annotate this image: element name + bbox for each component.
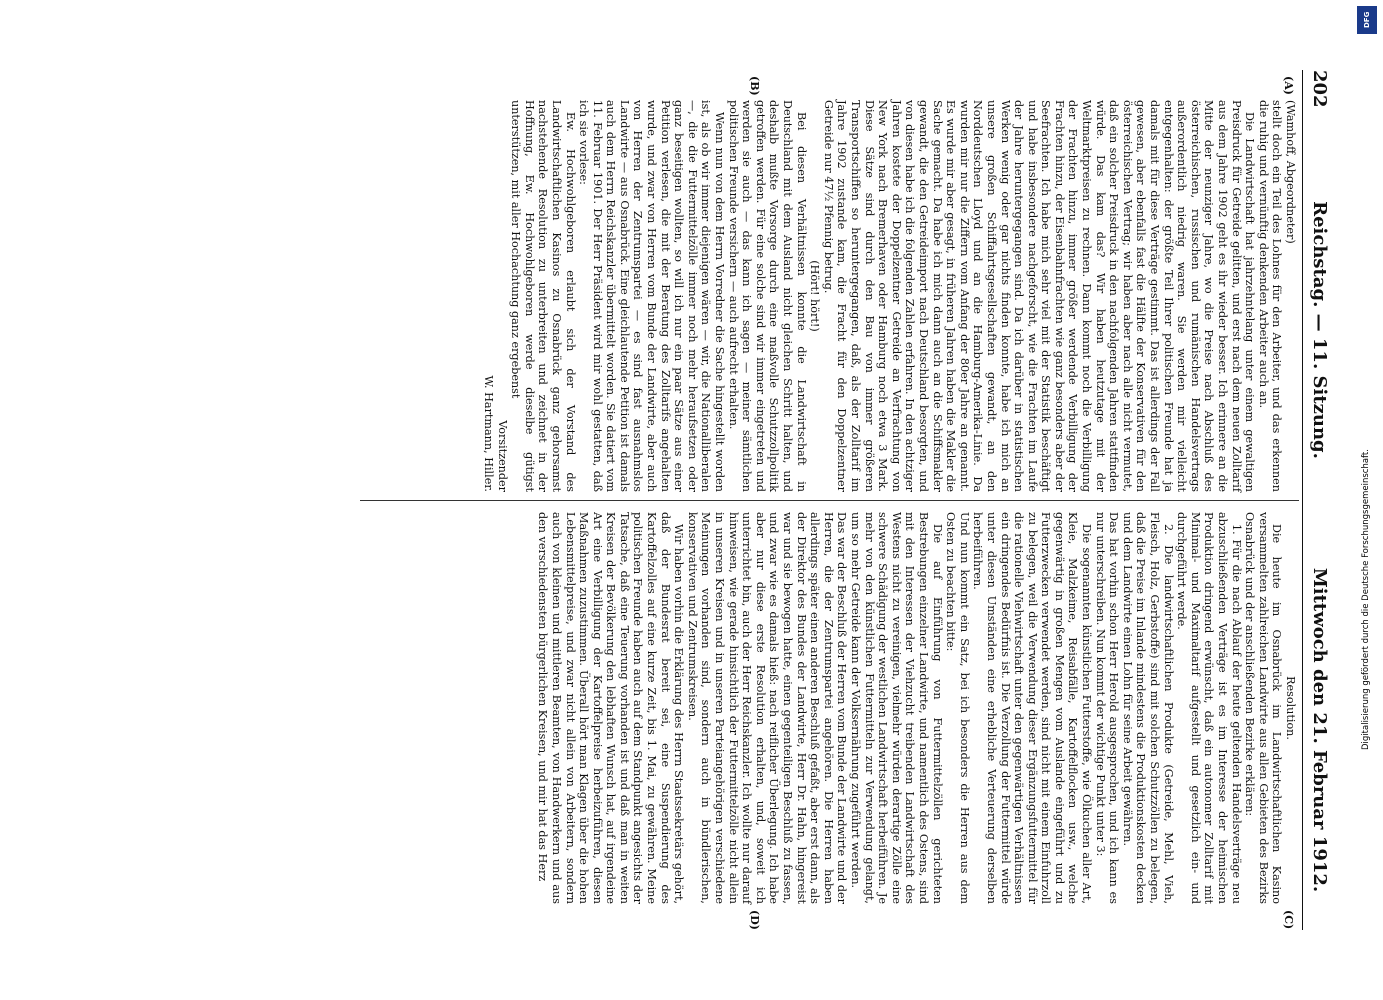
paragraph: Bei diesen Verhältnissen konnte die Landwirtschaft in Deutschland mit dem Ausland nicht gleichen Schritt halten, und deshalb mußte Vorsorge durch eine maßvolle Schutzzollpolitik getroffen werden. Für eine solche sind wir immer eingetreten und werden sie auch — das kann ich sagen — meiner sämtlichen politischen Freunde versichern — auch aufrecht erhalten. bbox=[726, 100, 808, 492]
signature-title: Vorsitzender bbox=[495, 420, 509, 492]
header-session-title: Reichstag. — 11. Sitzung. bbox=[1309, 201, 1330, 459]
digitization-strip bbox=[1353, 0, 1383, 1000]
header-date: Mittwoch den 21. Februar 1912. bbox=[1309, 567, 1330, 893]
resolution-point-2: 2. Die landwirtschaftlichen Produkte (Getreide, Mehl, Vieh, Fleisch, Holz, Gerbstoffe) sind mit solchen Schutzzöllen zu belegen, daß die Preise im Inlande mindestens die Produktionskosten decken und dem Landwirte einen Lohn für seine Arbeit gewähren. bbox=[1120, 512, 1175, 904]
resolution-point-1: 1. Für die nach Ablauf der heute geltenden Handelsverträge neu abzuschließenden Verträge ist es im Interesse der heimischen Produktion dringend erwünscht, daß ein autonomer Zolltarif mit Minimal- und Maximaltarif aufgestellt und gesetzlich ein- und durchgeführt werde. bbox=[1175, 512, 1243, 904]
interjection: (Hört! hört!) bbox=[808, 260, 822, 332]
page-header bbox=[1309, 70, 1343, 930]
paragraph: stellt doch ein Teil des Lohnes für den Arbeiter, und das erkennen die ruhig und vernünftig denkenden Arbeiter auch an. bbox=[1256, 100, 1284, 492]
quoted-letter: Ew. Hochwohlgeboren erlaubt sich der Vorstand des Landwirtschaftlichen Kasinos zu Osnabrück ganz gehorsamst nachstehende Resolution zu unterbreiten und zeichnet in der Hoffnung, Ew. Hochwohlgeboren werde dieselbe gütigst unterstützen, mit aller Hochachtung ganz ergebenst bbox=[509, 100, 577, 492]
paragraph: Das hat vorhin schon Herr Herold ausgesprochen, und ich kann es nur unterschreiben. Nun kommt der wichtige Punkt unter 3: bbox=[1093, 512, 1121, 904]
margin-label-a: (A) bbox=[1282, 76, 1295, 95]
right-column bbox=[536, 512, 1297, 904]
resolution-point-3: Die sogenannten künstlichen Futterstoffe, wie Ölkuchen aller Art, Kleie, Malzkeime, Reisabfälle, Kartoffelflocken usw., welche gegenwärtig in großen Mengen vom Auslande eingeführt und zu Futterzwecken verwendet werden, sind nicht mit einem Einfuhrzoll zu belegen, weil die Verwendung dieser Ergänzungsfuttermittel für die rationelle Viehwirtschaft unter den gegenwärtigen Verhältnissen ein dringendes Bedürfnis ist. Die Verzollung der Futtermittel würde unter diesen Umständen eine erhebliche Verteuerung derselben herbeiführen. bbox=[971, 512, 1094, 904]
paragraph: Die Landwirtschaft hat jahrzehntelang unter einem gewaltigen Preisdruck für Getreide gelitten, und erst nach dem neuen Zolltarif aus dem Jahre 1902 geht es ihr wieder besser. Ich erinnere an die Mitte der neunziger Jahre, wo die Preise nach Abschluß des österreichischen, russischen und rumänischen Handelsvertrags außerordentlich niedrig waren. Sie werden mir vielleicht entgegenhalten: der größte Teil Ihrer politischen Freunde hat ja damals mit für diese Verträge gestimmt. Das ist allerdings der Fall gewesen, aber ebenfalls fast die Hälfte der Konservativen für den österreichischen Vertrag; wir haben aber nach alle nicht vermutet, daß ein solcher Preisdruck in den nachfolgenden Jahren stattfinden würde. Das kam das? Wir haben heutzutage mit der Weltmarktpreisen zu rechnen. Dann kommt noch die Verbilligung der Frachten hinzu, immer größer werdende Verbilligung der Frachten hinzu, der Eisenbahnfrachten wie ganz besonders aber der Seefrachten. Ich habe mich sehr viel mit der Statistik beschäftigt und habe insbesondere nachgeforscht, wie die Frachten im Laufe der Jahre heruntergegangen sind. Da ich darüber in statistischen Werken wenig oder gar nichts finden konnte, habe ich mich an unsere großen Schiffahrtsgesellschaften gewandt, an den Norddeutschen Lloyd und an die Hamburg-Amerika-Linie. Da wurden mir nur die Ziffern vom Anfang der 80er Jahre an genannt. Es wurde mir aber gesagt, in früheren Jahren haben die Makler die Sache gemacht. Da habe ich mich dann auch an die Schiffsmakler gewandt, die den Getreideimport nach Deutschland besorgten, und von diesen habe ich die folgenden Zahlen erfahren. In den achtziger Jahren kostete der Doppelzentner Getreide an Verfrachtung von New York nach Bremerhaven oder Hamburg noch etwa 3 Mark. Diese Sätze sind durch den Bau von immer größeren Transportschiffen so heruntergegangen, daß, als der Zolltarif im Jahre 1902 zustande kam, die Fracht für den Doppelzentner Getreide nur 47½ Pfennig betrug. bbox=[821, 100, 1257, 492]
paragraph: Wir haben vorhin die Erklärung des Herrn Staatssekretärs gehört, daß der Bundesrat bereit sei, eine Suspendierung des Kartoffelzolles auf eine kurze Zeit, bis 1. Mai, zu gewähren. Meine politischen Freunde haben auch auf dem Standpunkt angesichts der Tatsache, daß eine Teuerung vorhanden ist und daß man in weiten Kreisen der Bevölkerung den lebhaften Wunsch hat, auf irgendeine Art eine Verbilligung der Kartoffelpreise herbeizuführen, diesen Maßnahmen zuzustimmen. Überall hört man Klagen über die hohen Lebensmittelpreise, und zwar nicht allein von Arbeitern, sondern auch von kleinen und mittleren Beamten, von Handwerkern und aus den verschiedensten bürgerlichen Kreisen, und mir hat das Herz bbox=[536, 512, 686, 904]
left-column bbox=[481, 100, 1297, 492]
paragraph: Wenn nun von dem Herrn Vorredner die Sache hingestellt worden ist, als ob wir immer diejenigen wären — wir, die Nationalliberalen —, die die Futtermittelzölle immer noch mehr heraufsetzen oder ganz beseitigen wollten, so will ich nur ein paar Sätze aus einer Petition verlesen, die mit der Beratung des Zolltarifs angehalten wurde, und zwar von Herren vom Bunde der Landwirte, aber auch von Herren der Zentrumspartei — es sind fast ausnahmslos Landwirte — aus Osnabrück. Eine gleichlautende Petition ist damals auch dem Herrn Reichskanzler übermittelt worden. Sie datiert vom 11. Februar 1901. Der Herr Präsident wird mir wohl gestatten, daß ich sie vorlese: bbox=[577, 100, 727, 492]
margin-label-b: (B) bbox=[748, 76, 761, 96]
paragraph: Und nun kommt ein Satz, bei ich besonders die Herren aus dem Osten zu beachten bitte: bbox=[944, 512, 971, 904]
margin-label-c: (C) bbox=[1282, 910, 1295, 930]
signature-names: W. Hartmann, Hiller. bbox=[481, 375, 495, 492]
margin-label-d: (D) bbox=[748, 910, 761, 930]
page-number: 202 bbox=[1309, 70, 1330, 108]
dfg-logo: DFG bbox=[1357, 6, 1377, 34]
quoted-paragraph: Die auf Einführung von Futtermittelzöllen gerichteten Bestrebungen einzelner Landwirte, und namentlich des Ostens, sind mit den Interessen der Viehzucht treibenden Landwirtschaft des Westens nicht zu vereinigen, vielmehr würden derartige Zölle eine schwere Schädigung der westlichen Landwirtschaft herbeiführen. Je mehr von den künstlichen Futtermitteln zur Verwendung gelangt, um so mehr Getreide kann der Volksernährung zugeführt werden. bbox=[849, 512, 944, 904]
column-divider bbox=[360, 500, 1299, 501]
paragraph: Die heute im Osnabrück im Landwirtschaftlichen Kasino versammelten zahlreichen Landwirte aus allen Gebieten des Bezirks Osnabrück und der anschließenden Bezirke erklären: bbox=[1243, 512, 1284, 904]
paragraph: Das war der Beschluß der Herren vom Bunde der Landwirte und der Herren, die der Zentrumspartei angehören. Die Herren haben allerdings später einen anderen Beschluß gefaßt, aber erst dann, als der Direktor des Bundes der Landwirte, Herr Dr. Hahn, hingereist war und sie bewogen hatte, einen gegenteiligen Beschluß zu fassen, und zwar wie es damals hieß: nach reiflicher Überlegung. Ich habe aber nur diese erste Resolution erhalten, und, soweit ich unterrichtet bin, auch der Herr Reichskanzler. Ich wollte nur darauf hinweisen, wie gerade hinsichtlich der Futtermittelzölle nicht allein in unseren Kreisen und in unseren Parteiangehörigen verschiedene Meinungen vorhanden sind, sondern auch in bündlerischen, konservativen und Zentrumskreisen. bbox=[685, 512, 849, 904]
header-rule bbox=[1302, 70, 1303, 930]
digitization-note: Digitalisierung gefördert durch die Deutsche Forschungsgemeinschaft. bbox=[1361, 449, 1371, 750]
resolution-heading: Resolution. bbox=[1284, 676, 1297, 740]
speaker-intro: (Wamhoff, Abgeordneter) bbox=[1284, 100, 1297, 244]
